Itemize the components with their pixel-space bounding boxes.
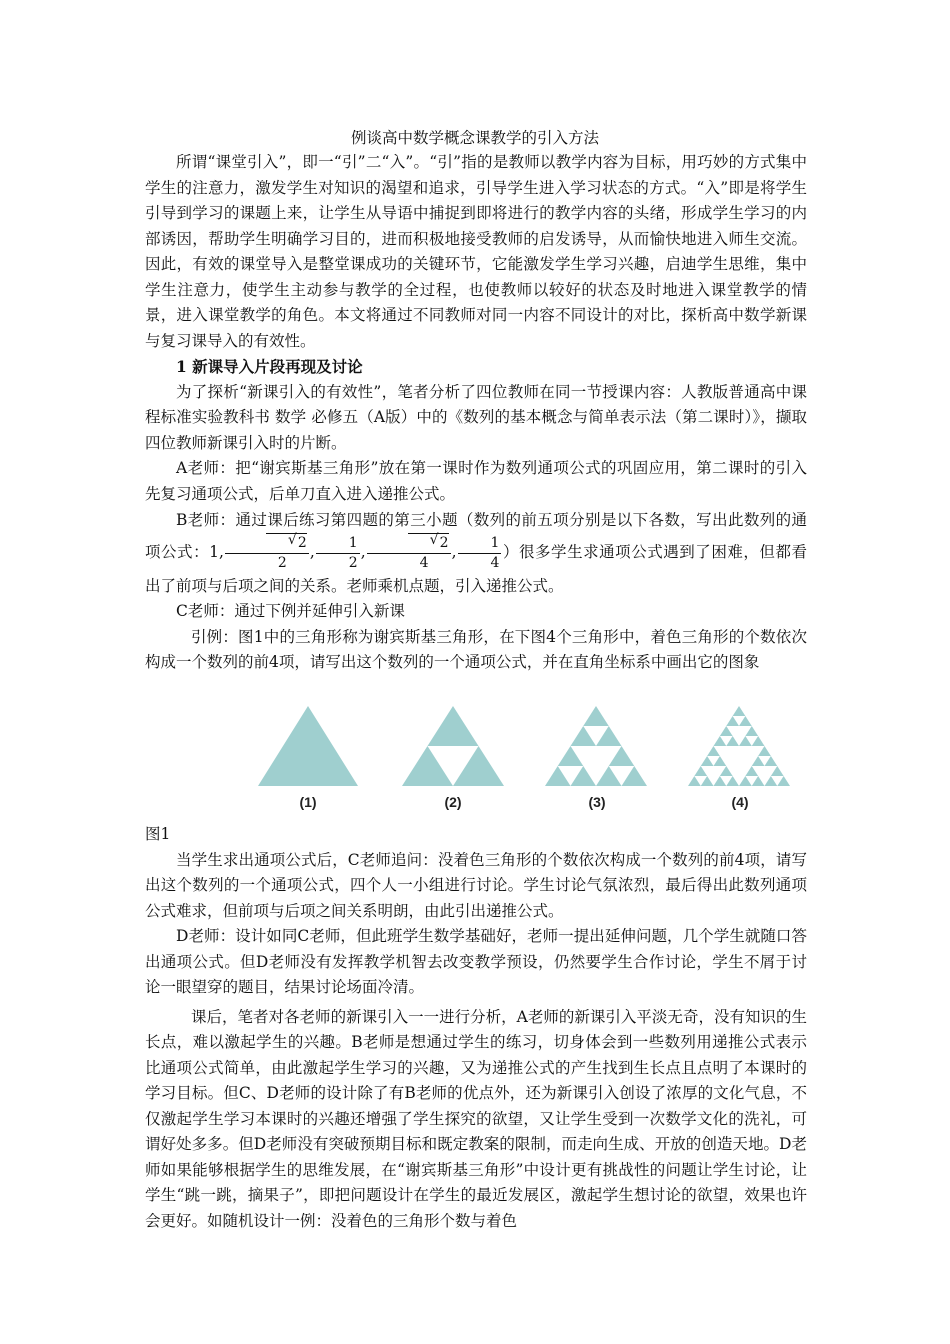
paragraph-teacher-d: D老师：设计如同C老师，但此班学生数学基础好，老师一提出延伸问题，几个学生就随口答出通项公式。但D老师没有发挥教学机智去改变教学预设，仍然要学生合作讨论，学生不屑于讨论一眼望穿的题目，结果讨论场面冷清。 [145, 927, 807, 996]
shaded-triangle [752, 736, 765, 746]
shaded-triangle [714, 776, 727, 786]
fraction-4-num: 1 [458, 534, 502, 554]
shaded-triangle [758, 746, 771, 756]
shaded-triangle [765, 756, 778, 766]
intro-paragraph: 所谓“课堂引入”，即一“引”二“入”。“引”指的是教师以教学内容为目标，用巧妙的方式集中学生的注意力，激发学生对知识的渴望和追求，引导学生进入学习状态的方式。“入”即是将学生引导到学习的课题上来，让学生从导语中捕捉到即将进行的教学内容的头绪，形成学生学习的内部诱因，帮助学生明确学习目的，进而积极地接受教师的启发诱导，从而愉快地进入师生交流。因此，有效的课堂导入是整堂课成功的关键环节，它能激发学生学习兴趣，启迪学生思维，集中学生注意力，使学生主动参与教学的全过程，也使教师以较好的状态及时地进入课堂教学的情景，进入课堂教学的角色。本文将通过不同教师对同一内容不同设计的对比，探析高中数学新课与复习课导入的有效性。 [145, 153, 807, 350]
figure-caption-2: (2) [444, 794, 462, 810]
shaded-triangle [726, 736, 739, 746]
fraction-3-den: 4 [419, 555, 429, 571]
fraction-1 [225, 533, 309, 573]
triangle-2 [402, 706, 504, 786]
page-title: 例谈高中数学概念课教学的引入方法 [350, 129, 599, 147]
shaded-triangle [545, 766, 571, 786]
shaded-triangle [583, 706, 609, 726]
shaded-triangle [609, 746, 635, 766]
fraction-4 [458, 534, 502, 573]
shaded-triangle [752, 756, 765, 766]
shaded-triangle [765, 776, 778, 786]
shaded-triangle [694, 766, 707, 776]
body-text-top [145, 150, 807, 676]
teacher-b-text-2: ）很多学生求通项公式遇到了困难，但都看出了前项与后项之间的关系。老师乘机点题，引入递推公式。 [145, 543, 807, 595]
shaded-triangle [739, 716, 752, 726]
shaded-triangle [739, 776, 752, 786]
figure-caption-1: (1) [299, 794, 317, 810]
fraction-2 [316, 534, 360, 573]
shaded-triangle [726, 776, 739, 786]
shaded-triangle [571, 766, 597, 786]
paragraph-teacher-c: C老师：通过下例并延伸引入新课 [176, 602, 405, 620]
fraction-2-num: 1 [316, 534, 360, 554]
fraction-1-den: 2 [277, 555, 287, 571]
sierpinski-figure [240, 698, 800, 820]
shaded-triangle [745, 726, 758, 736]
paragraph-method: 为了探析“新课引入的有效性”，笔者分析了四位教师在同一节授课内容：人教版普通高中课程标准实验教科书 数学 必修五（A版）中的《数列的基本概念与简单表示法（第二课时）》，撷取四位教师新课引入时的片断。 [145, 382, 807, 452]
shaded-triangle [714, 756, 727, 766]
shaded-triangle [596, 726, 622, 746]
shaded-triangle [752, 776, 765, 786]
shaded-triangle [622, 766, 648, 786]
paragraph-teacher-b: B老师：通过课后练习第四题的第三小题（数列的前五项分别是以下各数，写出此数列的通项公式：1, √ $\frac{2}{2}$ , $\frac{1}{2}$ , √ $\frac{2}{4}$ , $\frac{1}{4}$ ）很多学生求通项公式遇到了困难，但都看出了前项与后项之间的关系。老师乘机点题，引入递推公式。 [145, 507, 807, 599]
shaded-triangle [688, 776, 701, 786]
shaded-triangle [739, 736, 752, 746]
fraction-2-den: 2 [348, 554, 358, 571]
shaded-triangle [726, 716, 739, 726]
shaded-triangle [701, 756, 714, 766]
sqrt-3: √ 2 [408, 533, 449, 553]
fraction-3 [367, 533, 451, 573]
shaded-triangle [733, 706, 746, 716]
shaded-triangle [571, 726, 597, 746]
shaded-triangle [714, 736, 727, 746]
figure-caption-4: (4) [731, 794, 749, 810]
figure-caption-3: (3) [588, 794, 606, 810]
triangle-1 [258, 706, 358, 786]
shaded-triangle [596, 766, 622, 786]
shaded-triangle [720, 726, 733, 736]
shaded-triangle [771, 766, 784, 776]
teacher-b-text-1: B老师：通过课后练习第四题的第三小题（数列的前五项分别是以下各数，写出此数列的通项公式：1, [145, 511, 807, 561]
shaded-triangle [720, 766, 733, 776]
paragraph-example: 引例：图1中的三角形称为谢宾斯基三角形，在下图4个三角形中，着色三角形的个数依次构成一个数列的前4项，请写出这个数列的一个通项公式，并在直角坐标系中画出它的图象 [145, 627, 807, 671]
figure-label: 图1 [145, 825, 171, 843]
paragraph-after-figure: 当学生求出通项公式后，C老师追问：没着色三角形的个数依次构成一个数列的前4项，请写出这个数列的一个通项公式，四个人一小组进行讨论。学生讨论气氛浓烈，最后得出此数列通项公式难求，但前项与后项之间关系明朗，由此引出递推公式。 [145, 850, 807, 920]
fraction-4-den: 4 [490, 554, 500, 571]
section-heading: 1 新课导入片段再现及讨论 [176, 357, 363, 376]
body-text-bottom [145, 822, 807, 1234]
shaded-triangle [707, 746, 720, 756]
paragraph-teacher-a: A老师：把“谢宾斯基三角形”放在第一课时作为数列通项公式的巩固应用，第二课时的引入先复习通项公式，后单刀直入进入递推公式。 [145, 459, 807, 503]
triangle-4 [688, 706, 790, 786]
shaded-triangle [558, 746, 584, 766]
sqrt-1: √ 2 [266, 533, 307, 553]
shaded-triangle [777, 776, 790, 786]
shaded-triangle [745, 766, 758, 776]
triangle-3 [545, 706, 647, 786]
shaded-triangle [701, 776, 714, 786]
paragraph-analysis: 课后，笔者对各老师的新课引入一一进行分析，A老师的新课引入平淡无奇，没有知识的生长点，难以激起学生的兴趣。B老师是想通过学生的练习，切身体会到一些数列用递推公式表示比通项公式简单，由此激起学生学习的兴趣，又为递推公式的产生找到生长点且点明了本课时的学习目标。但C、D老师的设计除了有B老师的优点外，还为新课引入创设了浓厚的文化气息，不仅激起学生学习本课时的兴趣还增强了学生探究的欲望，又让学生受到一次数学文化的洗礼，可谓好处多多。但D老师没有突破预期目标和既定教案的限制，而走向生成、开放的创造天地。D老师如果能够根据学生的思维发展，在“谢宾斯基三角形”中设计更有挑战性的问题让学生讨论，让学生“跳一跳，摘果子”，即把问题设计在学生的最近发展区，激起学生想讨论的欲望，效果也许会更好。如随机设计一例：没着色的三角形个数与着色 [145, 1007, 807, 1230]
